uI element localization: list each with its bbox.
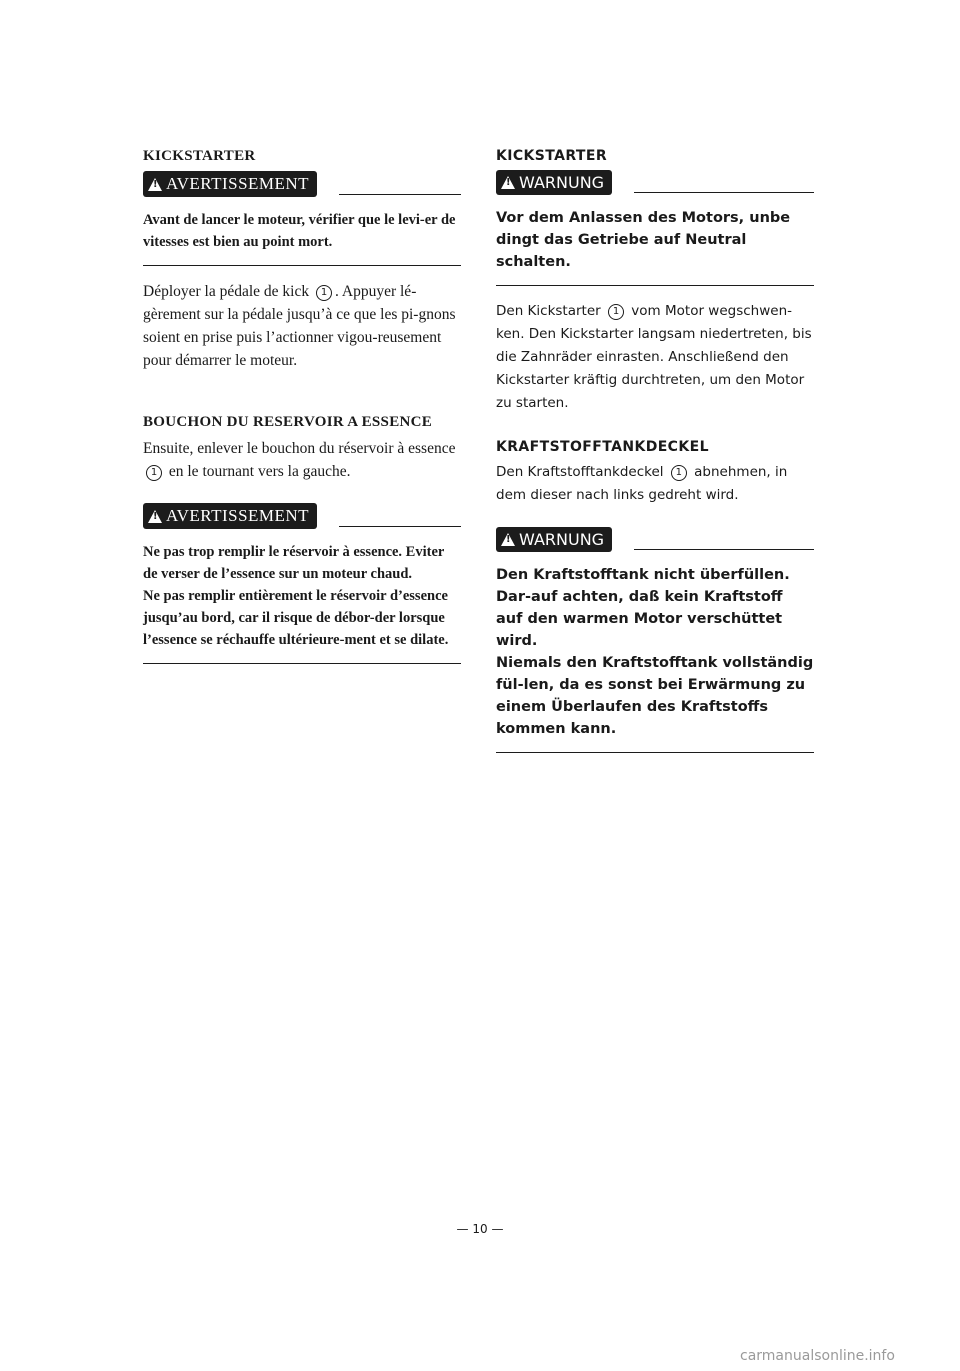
warning-triangle-icon — [148, 510, 162, 523]
fuel-cap-heading-de: KRAFTSTOFFTANKDECKEL — [496, 439, 709, 455]
fuel-warning-text-de-1: Den Kraftstofftank nicht überfüllen. Dar-auf achten, daß kein Kraftstoff auf den warmen Motor verschüttet wird. — [496, 567, 790, 649]
warning-badge-fr-2 — [143, 503, 317, 529]
fuel-warning-text-de-2: Niemals den Kraftstofftank vollständig fül-len, da es sonst bei Erwärmung zu einem Überlaufen des Kraftstoffs kommen kann. — [496, 655, 814, 737]
watermark: carmanualsonline.info — [740, 1348, 895, 1364]
kickstarter-instructions-fr — [143, 280, 461, 372]
warning-label-fr-2: AVERTISSEMENT — [166, 506, 310, 525]
french-column — [143, 148, 461, 678]
page-number: — 10 — — [456, 1222, 504, 1236]
warning-triangle-icon — [148, 178, 162, 191]
fuel-warning-text-fr-2: Ne pas remplir entièrement le réservoir d’essence jusqu’au bord, car il risque de débor-der lorsque l’essence se réchauffe ultérieure-ment et se dilate. — [143, 588, 449, 648]
kickstarter-instructions-fr-part-b: . Appuyer lé-gèrement sur la pédale jusqu’à ce que les pi-gnons soient en prise puis l’actionner vigou-reusement pour démarrer le moteur. — [143, 283, 456, 369]
warning-rule — [634, 192, 814, 193]
reference-number-icon: 1 — [608, 304, 624, 320]
warning-header-fr — [143, 171, 461, 197]
fuel-cap-instructions-de-part-b: abnehmen, in dem dieser nach links gedreht wird. — [496, 464, 788, 503]
kickstarter-instructions-fr-part-a: Déployer la pédale de kick — [143, 283, 310, 300]
warning-end-rule — [143, 663, 461, 664]
kickstarter-warning-text-de: Vor dem Anlassen des Motors, unbe dingt das Getriebe auf Neutral schalten. — [496, 210, 791, 270]
warning-end-rule — [496, 752, 814, 753]
kickstarter-warning-text-fr: Avant de lancer le moteur, vérifier que le levi-er de vitesses est bien au point mort. — [143, 212, 456, 250]
warning-rule — [339, 194, 461, 195]
kickstarter-instructions-de-part-a: Den Kickstarter — [496, 303, 601, 319]
german-column — [496, 148, 814, 767]
warning-end-rule — [496, 285, 814, 286]
warning-badge-de — [496, 170, 612, 195]
warning-rule — [339, 526, 461, 527]
warning-badge-de-2 — [496, 527, 612, 552]
warning-triangle-icon — [501, 176, 515, 189]
warning-label-fr: AVERTISSEMENT — [166, 174, 310, 193]
warning-triangle-icon — [501, 533, 515, 546]
fuel-cap-instructions-fr-part-b: en le tournant vers la gauche. — [168, 463, 351, 480]
fuel-cap-instructions-de-part-a: Den Kraftstofftankdeckel — [496, 464, 664, 480]
fuel-cap-instructions-fr — [143, 437, 461, 483]
warning-label-de: WARNUNG — [519, 173, 605, 192]
reference-number-icon: 1 — [316, 285, 332, 301]
warning-end-rule — [143, 265, 461, 266]
fuel-cap-instructions-de — [496, 461, 814, 507]
reference-number-icon: 1 — [671, 465, 687, 481]
kickstarter-heading-fr: KICKSTARTER — [143, 148, 256, 164]
fuel-cap-heading-fr: BOUCHON DU RESERVOIR A ESSENCE — [143, 414, 433, 430]
warning-header-fr-2 — [143, 503, 461, 529]
warning-rule — [634, 549, 814, 550]
warning-header-de — [496, 170, 814, 195]
warning-header-de-2 — [496, 527, 814, 552]
warning-label-de-2: WARNUNG — [519, 530, 605, 549]
fuel-cap-instructions-fr-part-a: Ensuite, enlever le bouchon du réservoir à essence — [143, 440, 456, 457]
reference-number-icon: 1 — [146, 465, 162, 481]
kickstarter-instructions-de — [496, 300, 814, 415]
fuel-warning-text-fr-1: Ne pas trop remplir le réservoir à essence. Eviter de verser de l’essence sur un moteur chaud. — [143, 544, 445, 582]
warning-badge-fr — [143, 171, 317, 197]
kickstarter-instructions-de-part-b: vom Motor wegschwen-ken. Den Kickstarter langsam niedertreten, bis die Zahnräder einrasten. Anschließend den Kickstarter kräftig durchtreten, um den Motor zu starten. — [496, 303, 812, 411]
kickstarter-heading-de: KICKSTARTER — [496, 148, 608, 164]
